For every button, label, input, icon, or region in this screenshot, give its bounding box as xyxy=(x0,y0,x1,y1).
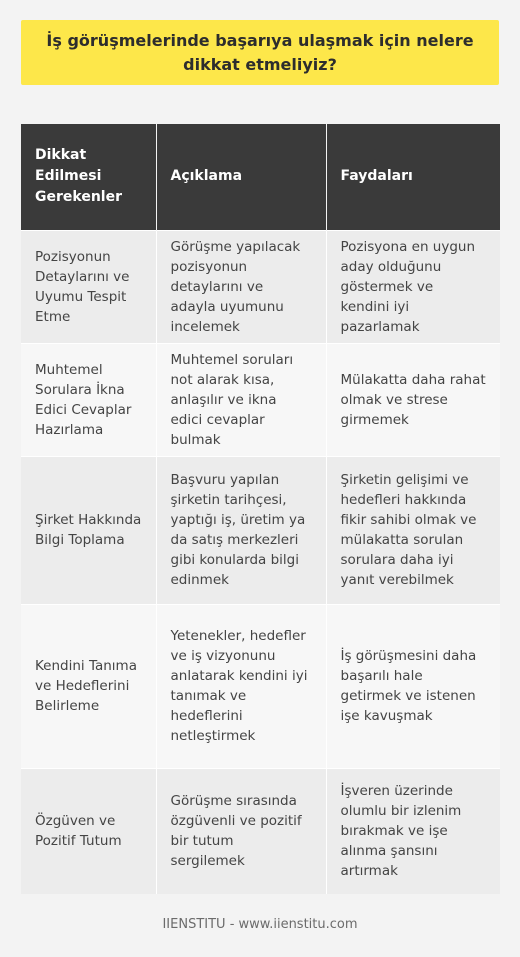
table-cell: Pozisyonun Detaylarını ve Uyumu Tespit Etme xyxy=(21,230,156,343)
table-cell: Şirketin gelişimi ve hedefleri hakkında fikir sahibi olmak ve mülakatta sorulan sorulara daha iyi yanıt verebilmek xyxy=(326,456,500,604)
table-row xyxy=(21,456,500,604)
table-header-row xyxy=(21,124,500,230)
column-header: Açıklama xyxy=(156,124,326,230)
page-title: İş görüşmelerinde başarıya ulaşmak için nelere dikkat etmeliyiz? xyxy=(46,30,474,74)
table-cell: Muhtemel soruları not alarak kısa, anlaşılır ve ikna edici cevaplar bulmak xyxy=(156,343,326,456)
table-row xyxy=(21,230,500,343)
table-cell: Görüşme yapılacak pozisyonun detaylarını ve adayla uyumunu incelemek xyxy=(156,230,326,343)
column-header: Faydaları xyxy=(326,124,500,230)
table-cell: Yetenekler, hedefler ve iş vizyonunu anlatarak kendini iyi tanımak ve hedeflerini netleştirmek xyxy=(156,604,326,768)
table-cell: Görüşme sırasında özgüvenli ve pozitif bir tutum sergilemek xyxy=(156,768,326,894)
table-cell: Kendini Tanıma ve Hedeflerini Belirleme xyxy=(21,604,156,768)
table-cell: Başvuru yapılan şirketin tarihçesi, yaptığı iş, üretim ya da satış merkezleri gibi konularda bilgi edinmek xyxy=(156,456,326,604)
table-cell: İş görüşmesini daha başarılı hale getirmek ve istenen işe kavuşmak xyxy=(326,604,500,768)
footer-credit: IIENSTITU - www.iienstitu.com xyxy=(162,917,358,932)
table-row xyxy=(21,343,500,456)
table-cell: Özgüven ve Pozitif Tutum xyxy=(21,768,156,894)
title-banner xyxy=(21,20,499,85)
info-table xyxy=(21,124,500,894)
table-cell: Mülakatta daha rahat olmak ve strese girmemek xyxy=(326,343,500,456)
column-header: Dikkat Edilmesi Gerekenler xyxy=(21,124,156,230)
table-cell: İşveren üzerinde olumlu bir izlenim bırakmak ve işe alınma şansını artırmak xyxy=(326,768,500,894)
table-cell: Şirket Hakkında Bilgi Toplama xyxy=(21,456,156,604)
table-row xyxy=(21,768,500,894)
table-row xyxy=(21,604,500,768)
table-cell: Pozisyona en uygun aday olduğunu göstermek ve kendini iyi pazarlamak xyxy=(326,230,500,343)
table-cell: Muhtemel Sorulara İkna Edici Cevaplar Hazırlama xyxy=(21,343,156,456)
